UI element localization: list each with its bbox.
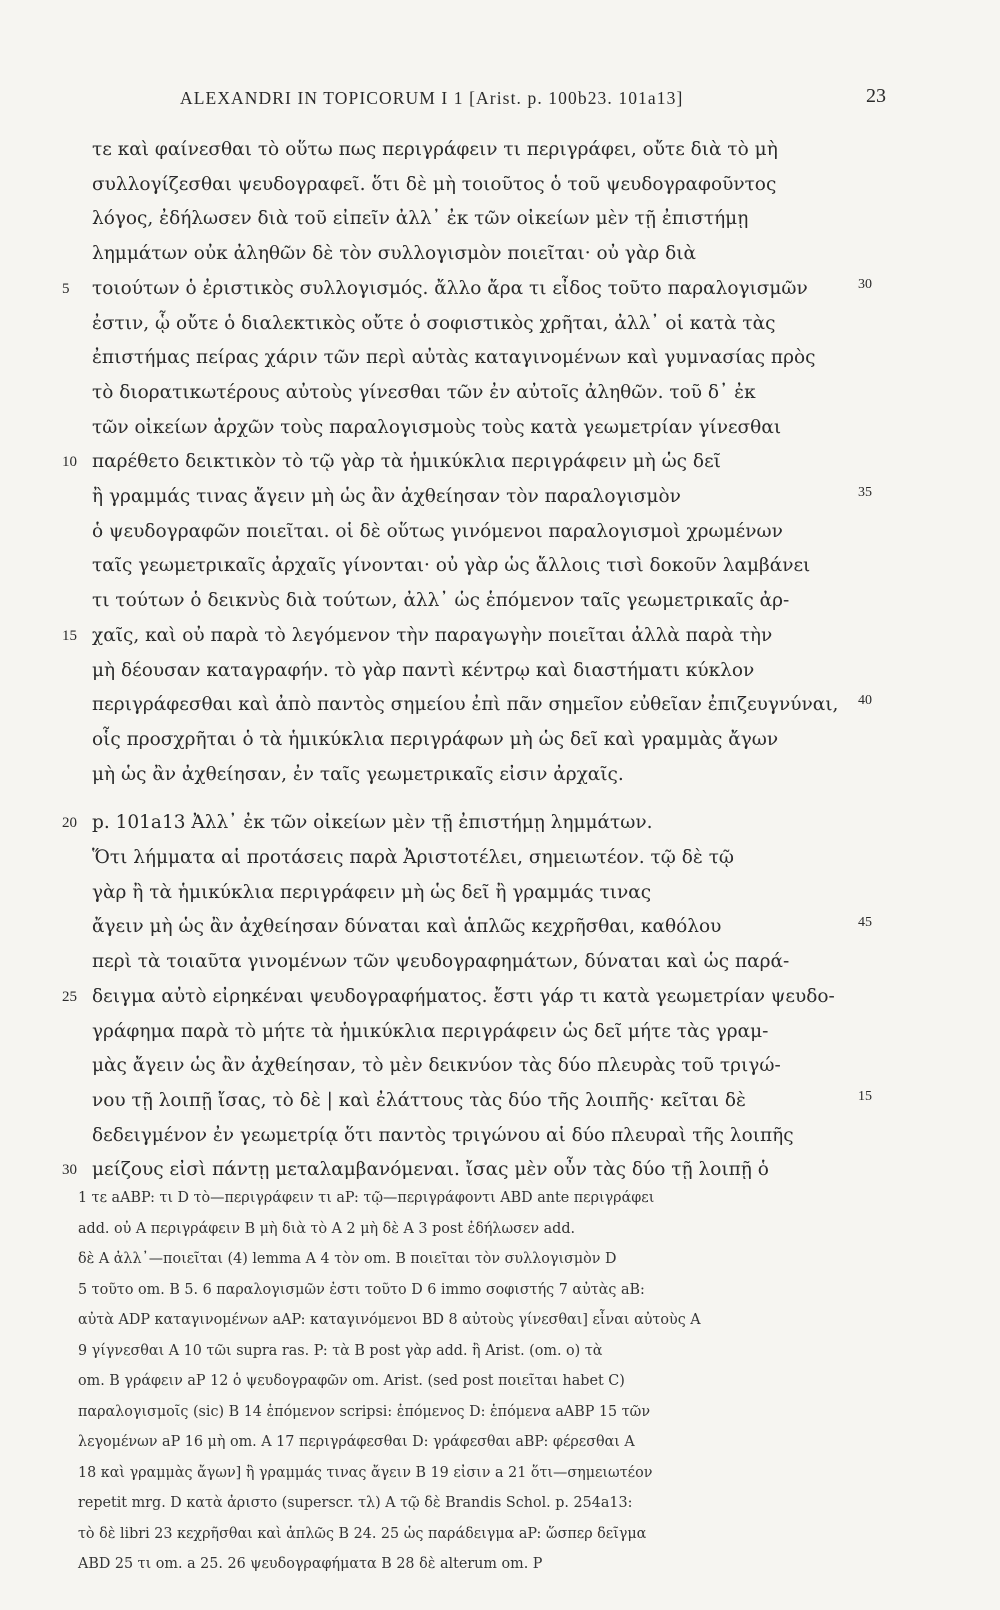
- text-line: [92, 945, 882, 979]
- text-line: [92, 133, 882, 167]
- margin-reference-number: 35: [858, 485, 872, 500]
- text-line-content: δειγμα αὐτὸ εἰρηκέναι ψευδογραφήματος. ἔστι γάρ τι κατὰ γεωμετρίαν ψευδο-: [92, 985, 835, 1007]
- apparatus-line: αὐτὰ ADP καταγινομένων aAP: καταγινόμενοι BD 8 αὐτοὺς γίνεσθαι] εἶναι αὐτοὺς A: [78, 1312, 701, 1328]
- text-line-content: μείζους εἰσὶ πάντῃ μεταλαμβανόμεναι. ἴσας μὲν οὖν τὰς δύο τῇ λοιπῇ ὁ: [92, 1159, 769, 1181]
- line-number: 30: [62, 1162, 77, 1179]
- text-line: [92, 1015, 882, 1049]
- line-number: 20: [62, 815, 77, 832]
- text-line: [92, 549, 882, 583]
- text-line-content: γράφημα παρὰ τὸ μήτε τὰ ἡμικύκλια περιγράφειν ὡς δεῖ μήτε τὰς γραμ-: [92, 1020, 769, 1042]
- text-line-content: μὰς ἄγειν ὡς ἂν ἀχθείησαν, τὸ μὲν δεικνύον τὰς δύο πλευρὰς τοῦ τριγώ-: [92, 1055, 781, 1077]
- text-line: [92, 202, 882, 236]
- text-line: [92, 841, 882, 875]
- line-number: 25: [62, 988, 77, 1005]
- text-line-content: τῶν οἰκείων ἀρχῶν τοὺς παραλογισμοὺς τοὺς κατὰ γεωμετρίαν γίνεσθαι: [92, 416, 782, 438]
- text-line: [92, 1153, 882, 1187]
- line-number: 5: [62, 280, 70, 297]
- apparatus-line: τὸ δὲ libri 23 κεχρῆσθαι καὶ ἁπλῶς B 24. 25 ὡς παράδειγμα aP: ὥσπερ δεῖγμα: [78, 1525, 647, 1542]
- apparatus-line: 5 τοῦτο om. B 5. 6 παραλογισμῶν ἐστι τοῦτο D 6 immo σοφιστής 7 αὐτὰς aB:: [78, 1281, 645, 1298]
- text-line-content: λημμάτων οὐκ ἀληθῶν δὲ τὸν συλλογισμὸν ποιεῖται· οὐ γὰρ διὰ: [92, 243, 696, 265]
- text-line: [92, 980, 882, 1014]
- text-line-content: τὸ διορατικωτέρους αὐτοὺς γίνεσθαι τῶν ἐν αὐτοῖς ἀληθῶν. τοῦ δ᾽ ἐκ: [92, 381, 756, 403]
- apparatus-line: 1 τε aABP: τι D τὸ—περιγράφειν τι aP: τῷ—περιγράφοντι ABD ante περιγράφει: [78, 1190, 655, 1206]
- text-line-content: νου τῇ λοιπῇ ἴσας, τὸ δὲ | καὶ ἐλάττους τὰς δύο τῆς λοιπῆς· κεῖται δὲ: [92, 1089, 746, 1111]
- apparatus-line: ABD 25 τι om. a 25. 26 ψευδογραφήματα B 28 δὲ alterum om. P: [78, 1556, 543, 1572]
- text-line-content: μὴ ὡς ἂν ἀχθείησαν, ἐν ταῖς γεωμετρικαῖς εἰσιν ἀρχαῖς.: [92, 763, 624, 785]
- text-line-content: οἷς προσχρῆται ὁ τὰ ἡμικύκλια περιγράφων μὴ ὡς δεῖ καὶ γραμμὰς ἄγων: [92, 728, 779, 750]
- text-line-content: p. 101a13 Ἀλλ᾽ ἐκ τῶν οἰκείων μὲν τῇ ἐπιστήμῃ λημμάτων.: [92, 812, 653, 834]
- page-number: 23: [866, 85, 886, 107]
- text-line-content: τι τούτων ὁ δεικνὺς διὰ τούτων, ἀλλ᾽ ὡς ἑπόμενον ταῖς γεωμετρικαῖς ἀρ-: [92, 590, 790, 612]
- text-line: [92, 876, 882, 910]
- line-number: 10: [62, 454, 77, 471]
- apparatus-line: λεγομένων aP 16 μὴ om. A 17 περιγράφεσθαι D: γράφεσθαι aBP: φέρεσθαι A: [78, 1434, 635, 1450]
- text-line: [92, 376, 882, 410]
- text-line: [92, 806, 882, 840]
- text-line-content: Ὅτι λήμματα αἱ προτάσεις παρὰ Ἀριστοτέλει, σημειωτέον. τῷ δὲ τῷ: [92, 847, 735, 868]
- line-number: 15: [62, 627, 77, 644]
- text-line: [92, 480, 882, 514]
- text-line: [92, 272, 882, 306]
- text-line: [92, 341, 882, 375]
- text-line: [92, 168, 882, 202]
- text-line: [92, 1119, 882, 1153]
- margin-reference-number: 30: [858, 276, 872, 292]
- text-line-content: γὰρ ἢ τὰ ἡμικύκλια περιγράφειν μὴ ὡς δεῖ ἢ γραμμάς τινας: [92, 881, 652, 903]
- running-header: [180, 85, 886, 120]
- text-line-content: δεδειγμένον ἐν γεωμετρίᾳ ὅτι παντὸς τριγώνου αἱ δύο πλευραὶ τῆς λοιπῆς: [92, 1124, 794, 1146]
- text-line: [92, 237, 882, 271]
- text-line-content: χαῖς, καὶ οὐ παρὰ τὸ λεγόμενον τὴν παραγωγὴν ποιεῖται ἀλλὰ παρὰ τὴν: [92, 624, 773, 646]
- running-title: ALEXANDRI IN TOPICORUM I 1 [Arist. p. 100b23. 101a13]: [180, 88, 684, 108]
- text-line: [92, 1049, 882, 1083]
- text-line: [92, 688, 882, 722]
- apparatus-line: 18 καὶ γραμμὰς ἄγων] ἢ γραμμάς τινας ἄγειν B 19 εἰσιν a 21 ὅτι—σημειωτέον: [78, 1464, 653, 1481]
- apparatus-line: repetit mrg. D κατὰ ἀριστο (superscr. τλ) A τῷ δὲ Brandis Schol. p. 254a13:: [78, 1495, 633, 1511]
- text-line-content: παρέθετο δεικτικὸν τὸ τῷ γὰρ τὰ ἡμικύκλια περιγράφειν μὴ ὡς δεῖ: [92, 451, 721, 473]
- apparatus-line: παραλογισμοῖς (sic) B 14 ἑπόμενον scripsi: ἑπόμενος D: ἑπόμενα aABP 15 τῶν: [78, 1403, 651, 1420]
- text-line: [92, 619, 882, 653]
- text-line-content: ἐπιστήμας πείρας χάριν τῶν περὶ αὐτὰς καταγινομένων καὶ γυμνασίας πρὸς: [92, 347, 816, 369]
- text-line: [92, 1084, 882, 1118]
- text-line-content: συλλογίζεσθαι ψευδογραφεῖ. ὅτι δὲ μὴ τοιοῦτος ὁ τοῦ ψευδογραφοῦντος: [92, 173, 777, 195]
- text-line-content: ἐστιν, ᾧ οὔτε ὁ διαλεκτικὸς οὔτε ὁ σοφιστικὸς χρῆται, ἀλλ᾽ οἱ κατὰ τὰς: [92, 312, 776, 334]
- text-line: [92, 758, 882, 792]
- text-line-content: ὁ ψευδογραφῶν ποιεῖται. οἱ δὲ οὕτως γινόμενοι παραλογισμοὶ χρωμένων: [92, 520, 783, 542]
- margin-reference-number: 45: [858, 915, 872, 931]
- margin-reference-number: 40: [858, 693, 872, 709]
- text-line: [92, 445, 882, 479]
- margin-reference-number: 15: [858, 1088, 872, 1104]
- text-line: [92, 411, 882, 445]
- apparatus-line: 9 γίγνεσθαι A 10 τῶι supra ras. P: τὰ B post γὰρ add. ἢ Arist. (om. o) τὰ: [78, 1342, 603, 1359]
- text-line-content: ταῖς γεωμετρικαῖς ἀρχαῖς γίνονται· οὐ γὰρ ὡς ἄλλοις τισὶ δοκοῦν λαμβάνει: [92, 555, 811, 577]
- apparatus-line: om. B γράφειν aP 12 ὁ ψευδογραφῶν om. Arist. (sed post ποιεῖται habet C): [78, 1373, 625, 1389]
- text-line-content: τε καὶ φαίνεσθαι τὸ οὕτω πως περιγράφειν τι περιγράφει, οὔτε διὰ τὸ μὴ: [92, 139, 778, 160]
- text-line: [92, 910, 882, 944]
- text-line: [92, 307, 882, 341]
- text-line-content: μὴ δέουσαν καταγραφήν. τὸ γὰρ παντὶ κέντρῳ καὶ διαστήματι κύκλον: [92, 659, 755, 681]
- text-line: [92, 584, 882, 618]
- text-line-content: ἄγειν μὴ ὡς ἂν ἀχθείησαν δύναται καὶ ἁπλῶς κεχρῆσθαι, καθόλου: [92, 916, 722, 938]
- text-line-content: ἢ γραμμάς τινας ἄγειν μὴ ὡς ἂν ἀχθείησαν τὸν παραλογισμὸν: [92, 486, 681, 507]
- text-line-content: τοιούτων ὁ ἐριστικὸς συλλογισμός. ἄλλο ἄρα τι εἶδος τοῦτο παραλογισμῶν: [92, 277, 808, 299]
- text-line-content: περιγράφεσθαι καὶ ἀπὸ παντὸς σημείου ἐπὶ πᾶν σημεῖον εὐθεῖαν ἐπιζευγνύναι,: [92, 694, 839, 716]
- text-line: [92, 515, 882, 549]
- text-line-content: λόγος, ἐδήλωσεν διὰ τοῦ εἰπεῖν ἀλλ᾽ ἐκ τῶν οἰκείων μὲν τῇ ἐπιστήμῃ: [92, 208, 749, 230]
- text-line: [92, 723, 882, 757]
- apparatus-line: add. οὐ A περιγράφειν B μὴ διὰ τὸ A 2 μὴ δὲ A 3 post ἐδήλωσεν add.: [78, 1220, 576, 1237]
- text-line-content: περὶ τὰ τοιαῦτα γινομένων τῶν ψευδογραφημάτων, δύναται καὶ ὡς παρά-: [92, 951, 790, 973]
- text-line: [92, 654, 882, 688]
- apparatus-line: δὲ A ἀλλ᾽—ποιεῖται (4) lemma A 4 τὸν om. B ποιεῖται τὸν συλλογισμὸν D: [78, 1251, 617, 1267]
